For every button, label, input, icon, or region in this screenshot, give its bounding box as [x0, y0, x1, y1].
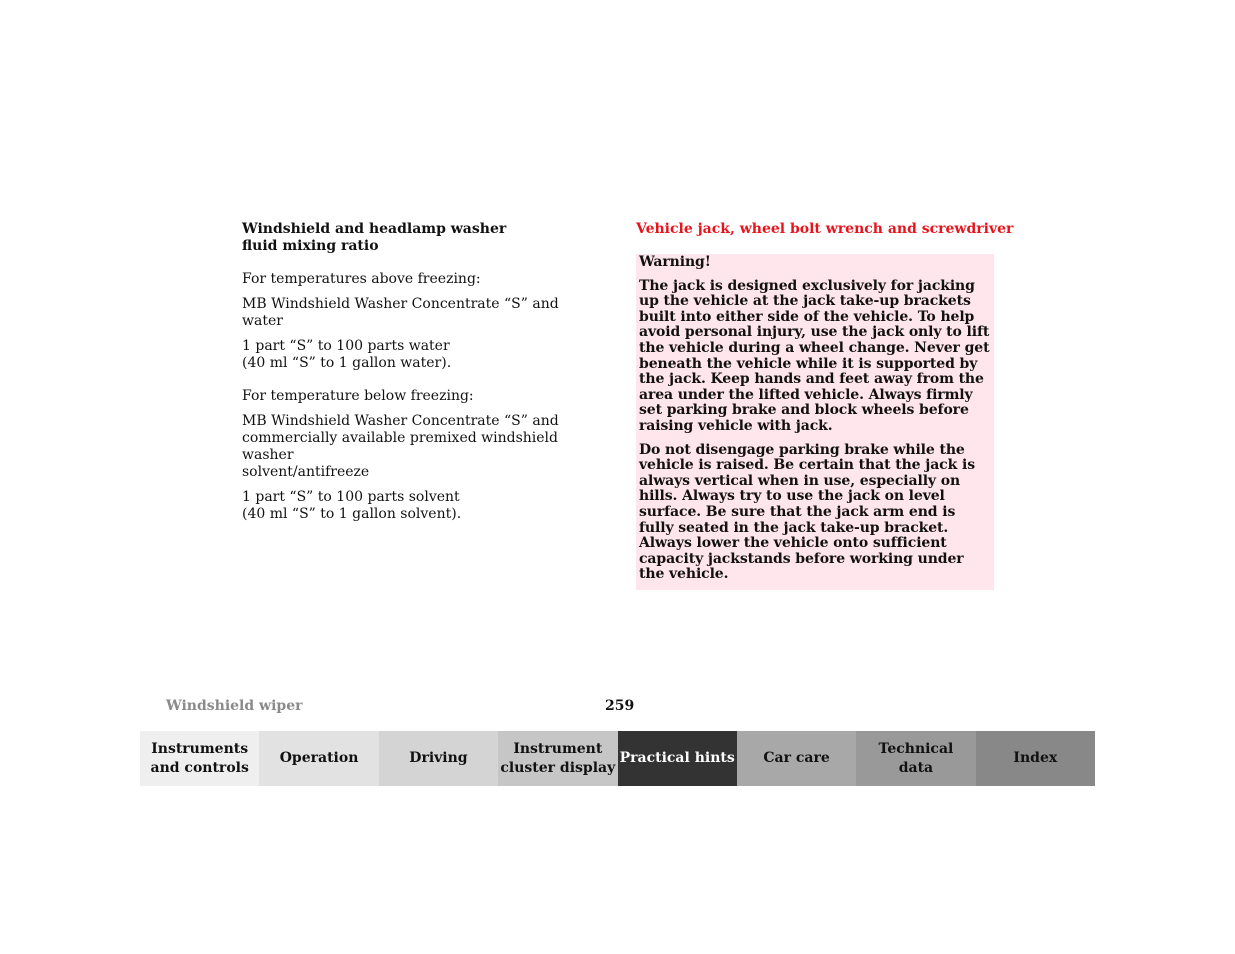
- vehicle-jack-section: [636, 221, 1014, 590]
- tab-car-care[interactable]: Car care: [737, 731, 856, 786]
- warning-title: Warning!: [639, 254, 711, 270]
- tab-practical-hints[interactable]: Practical hints: [618, 731, 737, 786]
- below-freezing-label: For temperature below freezing:: [242, 388, 474, 404]
- tab-instrument-cluster-display[interactable]: Instrument cluster display: [498, 731, 617, 786]
- washer-fluid-heading: Windshield and headlamp washer fluid mixing ratio: [242, 221, 507, 254]
- warning-box: [636, 254, 994, 590]
- above-freezing-ratio: 1 part “S” to 100 parts water (40 ml “S” to 1 gallon water).: [242, 338, 452, 371]
- below-freezing-mix: MB Windshield Washer Concentrate “S” and commercially available premixed windshield washer solvent/antifreeze: [242, 413, 559, 480]
- warning-paragraph-jack-use: The jack is designed exclusively for jacking up the vehicle at the jack take-up brackets built into either side of the vehicle. To help avoid personal injury, use the jack only to lift the vehicle during a wheel change. Never get beneath the vehicle while it is supported by the jack. Keep hands and feet away from the area under the lifted vehicle. Always firmly set parking brake and block wheels before raising vehicle with jack.: [639, 277, 990, 434]
- above-freezing-mix: MB Windshield Washer Concentrate “S” and water: [242, 296, 559, 329]
- tab-instruments-and-controls[interactable]: Instruments and controls: [140, 731, 259, 786]
- warning-paragraph-parking-brake: Do not disengage parking brake while the vehicle is raised. Be certain that the jack is always vertical when in use, especially on hills. Always try to use the jack on level surface. Be sure that the jack arm end is fully seated in the jack take-up bracket. Always lower the vehicle onto sufficient capacity jackstands before working under the vehicle.: [639, 441, 975, 583]
- tab-operation[interactable]: Operation: [259, 731, 378, 786]
- above-freezing-label: For temperatures above freezing:: [242, 271, 481, 287]
- chapter-navigation: [140, 731, 1095, 786]
- below-freezing-ratio: 1 part “S” to 100 parts solvent (40 ml “S” to 1 gallon solvent).: [242, 489, 462, 522]
- vehicle-jack-heading: Vehicle jack, wheel bolt wrench and screwdriver: [636, 221, 1014, 237]
- page-number: 259: [605, 698, 635, 714]
- tab-driving[interactable]: Driving: [379, 731, 498, 786]
- tab-technical-data[interactable]: Technical data: [856, 731, 975, 786]
- section-name: Windshield wiper: [166, 698, 303, 714]
- washer-fluid-section: [242, 221, 602, 531]
- tab-index[interactable]: Index: [976, 731, 1095, 786]
